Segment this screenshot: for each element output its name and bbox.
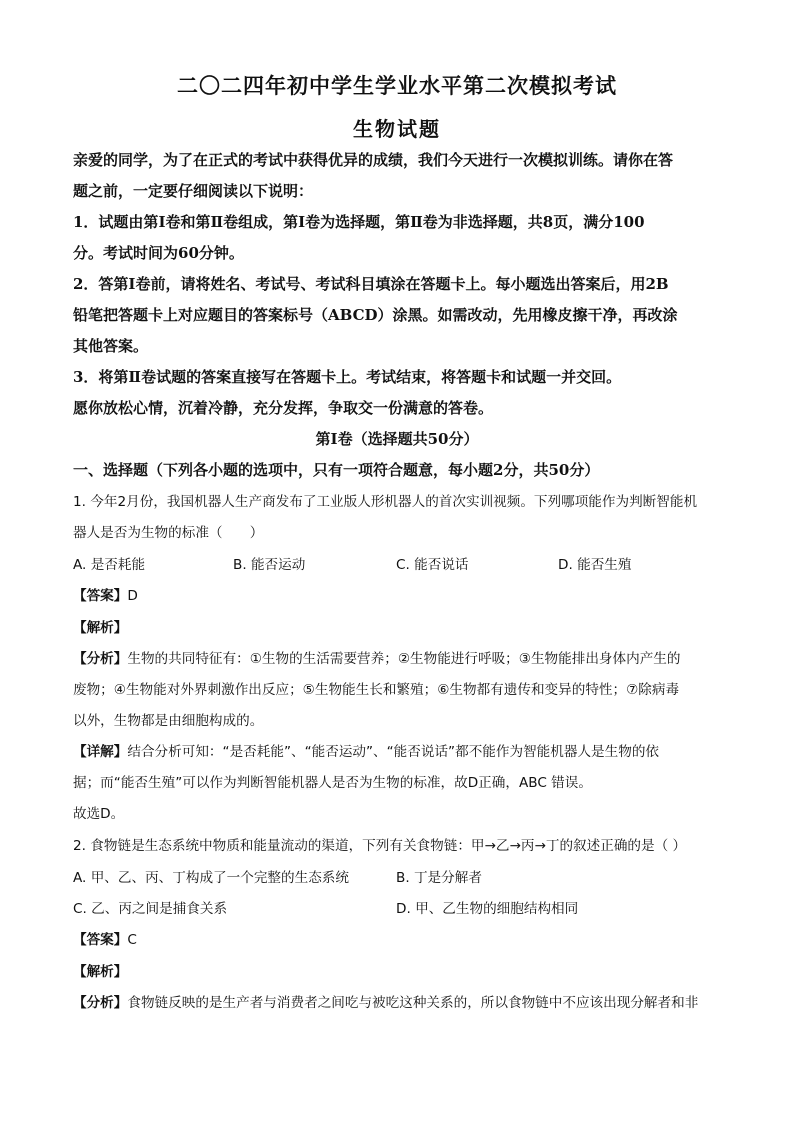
q2-answer: [73, 930, 733, 950]
q1-fenxi-line: 以外，生物都是由细胞构成的。: [73, 713, 264, 729]
intro-line: 愿你放松心情，沉着冷静，充分发挥，争取交一份满意的答卷。: [73, 399, 494, 417]
subject-title: 生物试题: [353, 117, 441, 141]
q2-analysis-tag: [73, 961, 733, 982]
xiangjie-tag: 【详解】: [73, 744, 128, 760]
q1-option-d: D. 能否生殖: [558, 557, 632, 573]
fenxi-text: 生物的共同特征有：①生物的生活需要营养；②生物能进行呼吸；③生物能排出身体内产生的: [127, 651, 681, 667]
q2-option-c: C. 乙、丙之间是捕食关系: [73, 901, 228, 917]
analysis-tag: 【解析】: [73, 964, 128, 980]
q2-option-d: D. 甲、乙生物的细胞结构相同: [396, 901, 579, 917]
fenxi-text: 食物链反映的是生产者与消费者之间吃与被吃这种关系的，所以食物链中不应该出现分解者和非: [127, 995, 699, 1011]
intro-line: 分。考试时间为60分钟。: [73, 244, 244, 262]
q2-option-b: B. 丁是分解者: [396, 870, 482, 886]
intro-line: 其他答案。: [73, 337, 149, 355]
intro-line: 3．将第Ⅱ卷试题的答案直接写在答题卡上。考试结束，将答题卡和试题一并交回。: [73, 368, 622, 386]
q1-stem-line: 1. 今年2月份，我国机器人生产商发布了工业版人形机器人的首次实训视频。下列哪项能作为判断智能机: [73, 494, 698, 510]
exam-title: 二〇二四年初中学生学业水平第二次模拟考试: [177, 73, 617, 98]
q1-option-b: B. 能否运动: [233, 557, 306, 573]
answer-tag: 【答案】: [73, 588, 128, 604]
q2-stem-line: 2. 食物链是生态系统中物质和能量流动的渠道，下列有关食物链：甲→乙→丙→丁的叙述正确的是（ ）: [73, 838, 687, 854]
analysis-tag: 【解析】: [73, 620, 128, 636]
section1-heading: 一、选择题（下列各小题的选项中，只有一项符合题意，每小题2分，共50分）: [73, 461, 600, 479]
q1-xiangjie-line: [73, 742, 733, 762]
intro-line: 铅笔把答题卡上对应题目的答案标号（ABCD）涂黑。如需改动，先用橡皮擦干净，再改涂: [73, 306, 678, 324]
answer-tag: 【答案】: [73, 932, 128, 948]
fenxi-tag: 【分析】: [73, 651, 128, 667]
xiangjie-text: 结合分析可知：“是否耗能”、“能否运动”、“能否说话”都不能作为智能机器人是生物的依: [127, 744, 660, 760]
q2-option-a: A. 甲、乙、丙、丁构成了一个完整的生态系统: [73, 870, 349, 886]
answer-value: C: [127, 932, 137, 948]
intro-line: 2．答第Ⅰ卷前，请将姓名、考试号、考试科目填涂在答题卡上。每小题选出答案后，用2B: [73, 275, 669, 293]
intro-line: 题之前，一定要仔细阅读以下说明：: [73, 182, 314, 200]
q2-fenxi-line: [73, 993, 733, 1013]
q1-fenxi-line: [73, 649, 733, 669]
q1-answer: [73, 586, 733, 606]
q1-analysis-tag: [73, 617, 733, 638]
fenxi-tag: 【分析】: [73, 995, 128, 1011]
intro-line: 亲爱的同学，为了在正式的考试中获得优异的成绩，我们今天进行一次模拟训练。请你在答: [73, 151, 674, 169]
q1-xiangjie-line: 据；而“能否生殖”可以作为判断智能机器人是否为生物的标准，故D正确，ABC 错误。: [73, 775, 592, 791]
q1-option-c: C. 能否说话: [396, 557, 469, 573]
q1-option-a: A. 是否耗能: [73, 557, 146, 573]
part1-heading: 第Ⅰ卷（选择题共50分）: [315, 430, 479, 448]
intro-line: 1．试题由第Ⅰ卷和第Ⅱ卷组成，第Ⅰ卷为选择题，第Ⅱ卷为非选择题，共8页，满分100: [73, 213, 645, 231]
answer-value: D: [127, 588, 138, 604]
q1-stem-line: 器人是否为生物的标准（ ）: [73, 525, 264, 541]
q1-fenxi-line: 废物；④生物能对外界刺激作出反应；⑤生物能生长和繁殖；⑥生物都有遗传和变异的特性；⑦除病毒: [73, 682, 680, 698]
q1-xiangjie-line: 故选D。: [73, 806, 125, 822]
